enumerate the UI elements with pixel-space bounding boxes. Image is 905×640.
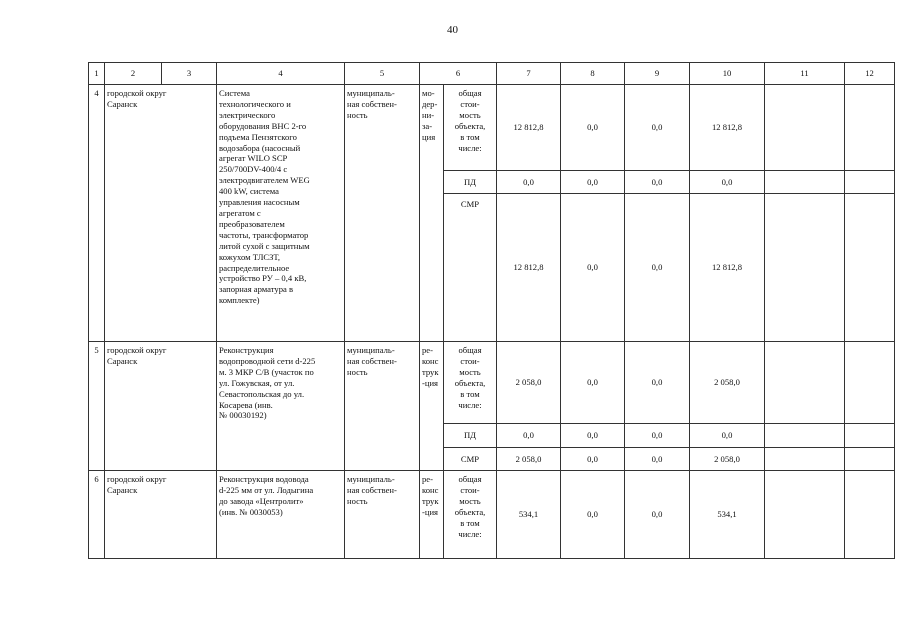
value-cell: 0,0 xyxy=(561,342,625,424)
column-header: 12 xyxy=(845,63,895,85)
empty-cell xyxy=(845,471,895,559)
value-cell: 0,0 xyxy=(561,471,625,559)
value-cell: 534,1 xyxy=(690,471,765,559)
empty-cell xyxy=(845,448,895,471)
municipality-cell: городской округ Саранск xyxy=(105,471,217,559)
value-cell: 0,0 xyxy=(625,342,690,424)
value-cell: 0,0 xyxy=(625,424,690,448)
total-cost-label: общая стои- мость объекта, в том числе: xyxy=(444,342,497,424)
ownership-cell: муниципаль- ная собствен- ность xyxy=(345,471,420,559)
value-cell: 2 058,0 xyxy=(690,342,765,424)
value-cell: 0,0 xyxy=(625,85,690,171)
column-header: 11 xyxy=(765,63,845,85)
value-cell: 0,0 xyxy=(561,171,625,194)
table-row xyxy=(89,85,895,171)
value-cell: 12 812,8 xyxy=(690,194,765,342)
column-header: 3 xyxy=(162,63,217,85)
ownership-cell: муниципаль- ная собствен- ность xyxy=(345,342,420,471)
object-cell: Система технологического и электрического оборудования ВНС 2-го подъема Пензятского водозабора (насосный агрегат WILO SCP 250/700DV-400/4 с электродвигателем WEG 400 kW, система управления насосным агрегатом с преобразователем частоты, трансформатор литой сухой с защитным кожухом ТЛСЗТ, распределительное устройство РУ – 0,4 кВ, запорная арматура в комплекте) xyxy=(217,85,345,342)
value-cell: 0,0 xyxy=(625,471,690,559)
value-cell: 12 812,8 xyxy=(690,85,765,171)
empty-cell xyxy=(845,85,895,171)
row-number: 4 xyxy=(89,85,105,342)
value-cell: 12 812,8 xyxy=(497,85,561,171)
total-cost-label: общая стои- мость объекта, в том числе: xyxy=(444,471,497,559)
value-cell: 2 058,0 xyxy=(497,342,561,424)
column-header: 5 xyxy=(345,63,420,85)
column-number-row xyxy=(89,63,895,85)
work-type-cell: мо- дер- ни- за- ция xyxy=(420,85,444,342)
object-cell: Реконструкция водопроводной сети d-225 м. 3 МКР С/В (участок по ул. Гожувская, от ул. Севастопольская до ул. Косарева (инв. № 00030192) xyxy=(217,342,345,471)
empty-cell xyxy=(845,171,895,194)
empty-cell xyxy=(765,471,845,559)
value-cell: 0,0 xyxy=(625,194,690,342)
ownership-cell: муниципаль- ная собствен- ность xyxy=(345,85,420,342)
table-row xyxy=(89,342,895,424)
value-cell: 0,0 xyxy=(625,448,690,471)
empty-cell xyxy=(845,342,895,424)
value-cell: 0,0 xyxy=(561,424,625,448)
investment-table xyxy=(88,62,895,559)
value-cell: 0,0 xyxy=(561,194,625,342)
smr-label: СМР xyxy=(444,448,497,471)
empty-cell xyxy=(765,85,845,171)
value-cell: 0,0 xyxy=(690,424,765,448)
municipality-cell: городской округ Саранск xyxy=(105,342,217,471)
work-type-cell: ре- конс трук -ция xyxy=(420,471,444,559)
empty-cell xyxy=(765,171,845,194)
pd-label: ПД xyxy=(444,171,497,194)
empty-cell xyxy=(765,424,845,448)
value-cell: 0,0 xyxy=(561,448,625,471)
value-cell: 2 058,0 xyxy=(497,448,561,471)
empty-cell xyxy=(845,194,895,342)
value-cell: 0,0 xyxy=(625,171,690,194)
empty-cell xyxy=(765,448,845,471)
value-cell: 534,1 xyxy=(497,471,561,559)
column-header: 10 xyxy=(690,63,765,85)
row-number: 5 xyxy=(89,342,105,471)
column-header: 6 xyxy=(420,63,497,85)
object-cell: Реконструкция водовода d-225 мм от ул. Лодыгина до завода «Центролит» (инв. № 0030053) xyxy=(217,471,345,559)
pd-label: ПД xyxy=(444,424,497,448)
column-header: 7 xyxy=(497,63,561,85)
total-cost-label: общая стои- мость объекта, в том числе: xyxy=(444,85,497,171)
value-cell: 2 058,0 xyxy=(690,448,765,471)
column-header: 9 xyxy=(625,63,690,85)
value-cell: 0,0 xyxy=(690,171,765,194)
municipality-cell: городской округ Саранск xyxy=(105,85,217,342)
empty-cell xyxy=(765,194,845,342)
value-cell: 12 812,8 xyxy=(497,194,561,342)
value-cell: 0,0 xyxy=(561,85,625,171)
page-number: 40 xyxy=(447,24,458,36)
value-cell: 0,0 xyxy=(497,424,561,448)
row-number: 6 xyxy=(89,471,105,559)
value-cell: 0,0 xyxy=(497,171,561,194)
column-header: 8 xyxy=(561,63,625,85)
empty-cell xyxy=(765,342,845,424)
table-row xyxy=(89,471,895,559)
empty-cell xyxy=(845,424,895,448)
work-type-cell: ре- конс трук -ция xyxy=(420,342,444,471)
column-header: 4 xyxy=(217,63,345,85)
smr-label: СМР xyxy=(444,194,497,342)
column-header: 1 xyxy=(89,63,105,85)
column-header: 2 xyxy=(105,63,162,85)
